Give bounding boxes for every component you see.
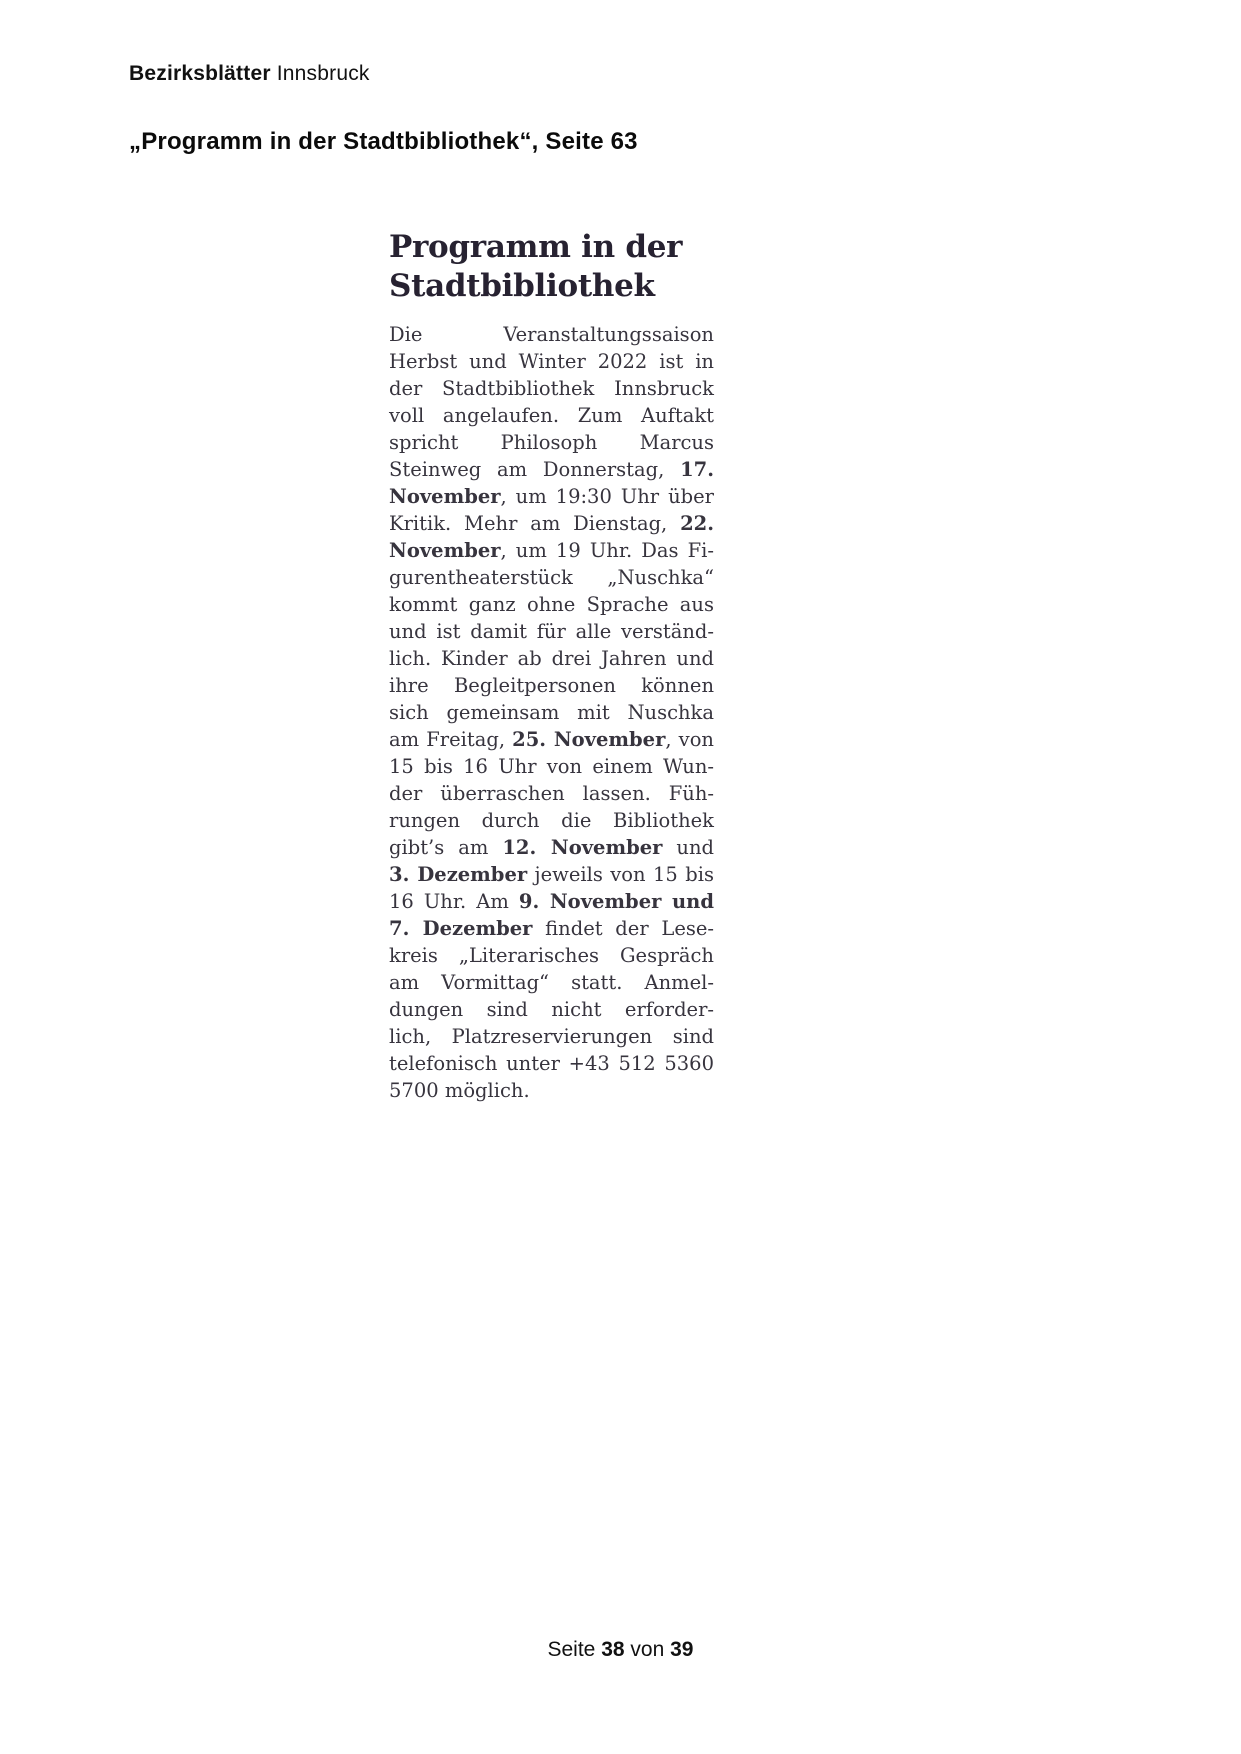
article-line: [389, 753, 714, 780]
article-line: [389, 834, 714, 861]
article-text: der Stadtbibliothek Innsbruck: [389, 377, 714, 400]
article-line: [389, 969, 714, 996]
footer-current-page: 38: [601, 1638, 625, 1661]
article-text: 5700 möglich.: [389, 1079, 530, 1102]
article-text: findet der Lese-: [532, 917, 714, 940]
article-line: [389, 807, 714, 834]
article-text: voll angelaufen. Zum Auftakt: [389, 404, 714, 427]
article-line: [389, 537, 714, 564]
article-text: kreis „Literarisches Gespräch: [389, 944, 714, 967]
article-line: [389, 672, 714, 699]
article-text: Herbst und Winter 2022 ist in: [389, 350, 714, 373]
article-body: [389, 321, 714, 1104]
article-text: Kritik. Mehr am Dienstag,: [389, 512, 681, 535]
article-text: , um 19 Uhr. Das Fi-: [500, 539, 714, 562]
article-date-emphasis: 17.: [680, 458, 714, 481]
article-line: [389, 510, 714, 537]
article-text: ihre Begleitpersonen können: [389, 674, 714, 697]
source-location: Innsbruck: [276, 62, 370, 85]
article-date-emphasis: 9. November und: [518, 890, 714, 913]
article-text: sich gemeinsam mit Nuschka: [389, 701, 714, 724]
article-text: telefonisch unter +43 512 5360: [389, 1052, 714, 1075]
article-date-emphasis: November: [389, 539, 501, 562]
source-line: [129, 62, 370, 86]
article-text: am Vormittag“ statt. Anmel-: [389, 971, 714, 994]
article-line: [389, 591, 714, 618]
article-line: [389, 456, 714, 483]
article-line: [389, 699, 714, 726]
article-text: und: [662, 836, 714, 859]
article-title: [389, 228, 714, 306]
article-line: [389, 483, 714, 510]
article-line: [389, 726, 714, 753]
article-line: [389, 861, 714, 888]
source-brand: Bezirksblätter: [129, 62, 271, 85]
article-date-emphasis: 25. November: [512, 728, 666, 751]
article-line: [389, 888, 714, 915]
article-text: gibt’s am: [389, 836, 503, 859]
article-text: dungen sind nicht erforder-: [389, 998, 714, 1021]
article-text: lich. Kinder ab drei Jahren und: [389, 647, 714, 670]
newspaper-clipping: [389, 228, 714, 1104]
article-line: [389, 429, 714, 456]
article-line: [389, 321, 714, 348]
article-line: [389, 1050, 714, 1077]
article-text: rungen durch die Bibliothek: [389, 809, 714, 832]
article-text: lich, Platzreservierungen sind: [389, 1025, 714, 1048]
article-date-emphasis: 3. Dezember: [389, 863, 528, 886]
article-text: spricht Philosoph Marcus: [389, 431, 714, 454]
article-date-emphasis: 12. November: [502, 836, 663, 859]
document-headline: „Programm in der Stadtbibliothek“, Seite 63: [129, 128, 638, 155]
article-text: am Freitag,: [389, 728, 513, 751]
article-title-line: Stadtbibliothek: [389, 268, 655, 304]
article-text: der überraschen lassen. Füh-: [389, 782, 714, 805]
article-line: [389, 618, 714, 645]
article-text: Die Veranstaltungssaison: [389, 323, 714, 346]
article-date-emphasis: 22.: [680, 512, 714, 535]
article-text: 15 bis 16 Uhr von einem Wun-: [389, 755, 714, 778]
article-text: , um 19:30 Uhr über: [500, 485, 714, 508]
article-text: jeweils von 15 bis: [527, 863, 714, 886]
article-text: und ist damit für alle verständ-: [389, 620, 714, 643]
article-line: [389, 996, 714, 1023]
article-text: kommt ganz ohne Sprache aus: [389, 593, 714, 616]
footer-separator: von: [630, 1638, 665, 1661]
page-number-footer: [0, 1638, 1241, 1662]
article-date-emphasis: November: [389, 485, 501, 508]
footer-total-pages: 39: [670, 1638, 694, 1661]
article-date-emphasis: 7. Dezember: [389, 917, 533, 940]
article-line: [389, 348, 714, 375]
article-line: [389, 780, 714, 807]
article-text: Steinweg am Donnerstag,: [389, 458, 681, 481]
article-line: [389, 375, 714, 402]
article-text: 16 Uhr. Am: [389, 890, 519, 913]
article-text: , von: [665, 728, 714, 751]
article-line: [389, 1077, 714, 1104]
article-line: [389, 645, 714, 672]
article-line: [389, 564, 714, 591]
article-text: gurentheaterstück „Nuschka“: [389, 566, 714, 589]
article-line: [389, 1023, 714, 1050]
article-line: [389, 402, 714, 429]
article-line: [389, 915, 714, 942]
article-title-line: Programm in der: [389, 229, 683, 265]
footer-prefix: Seite: [547, 1638, 596, 1661]
article-line: [389, 942, 714, 969]
